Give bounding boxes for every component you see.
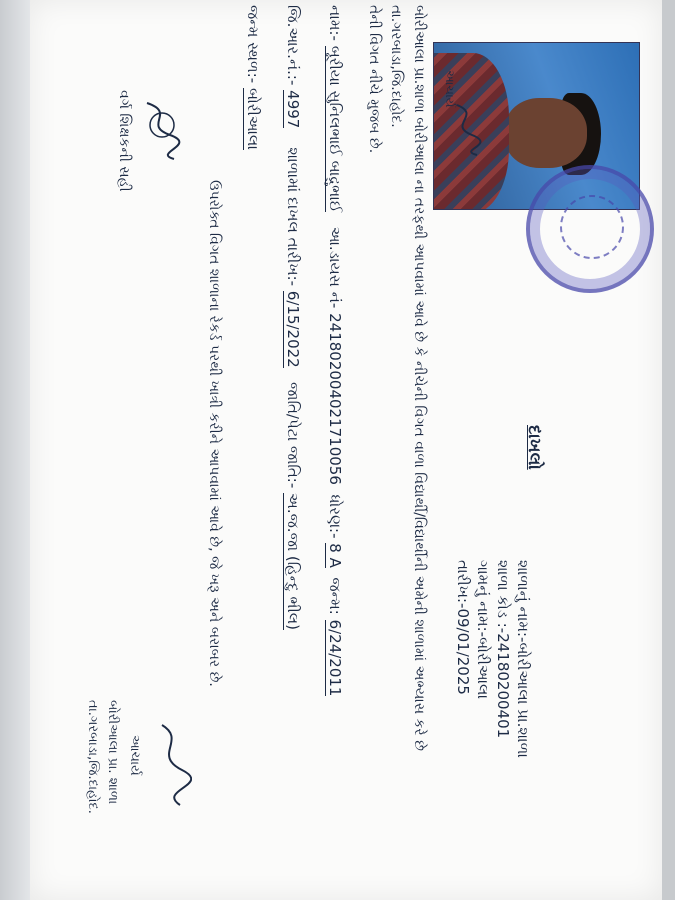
admission-date: 6/15/2022 — [284, 290, 302, 368]
closing-statement: ઉપરોક્ત વિગત શાળાના રેકર્ડ પરથી ખાત્રી કરીને આપવામાં આવે છે, જે ખરૂ અને બરાબર છે. — [206, 180, 222, 687]
student-line: નામ:- બૂરીયા સુનિલભાઈ બાદ્રુભાઈ આ.ડાયસ નં- 24180200402171005​6 ધોરણ:- 8 A જન્મ: 6/24/2011 — [326, 5, 344, 697]
birthplace-line: જન્મ સ્થળ:- બોરીઆલા — [244, 5, 262, 150]
photo-signature-label: આચાર્ય — [443, 70, 457, 108]
school-code: શાળા કોડ :-24180200401 — [494, 560, 512, 739]
class-teacher-signature-label: વર્ગ શિક્ષકની સહી — [116, 90, 132, 192]
gr-number: 4997 — [284, 90, 302, 129]
register-line: જિ.આર.નં.:- 4997 શાળામાં દાખલ તારીખ:- 6/15/2022 જાતિ/પેટા જાતિ:- અ.જ.જા (હિન્દુ ભીલ) — [284, 5, 302, 630]
village-name: ગામનું નામ:-બોરીઆલા — [474, 560, 492, 700]
school-seal — [526, 165, 654, 293]
student-dob: 6/24/2011 — [326, 619, 344, 697]
certificate-content — [30, 0, 662, 900]
teacher-signature — [137, 95, 182, 165]
scan-edge-right — [662, 0, 675, 900]
principal-school: બોરીઆલા પ્રા. શાળા — [105, 700, 120, 805]
issue-date: તારીખ:-09/01/2025 — [454, 560, 472, 695]
photo-signature — [447, 100, 487, 160]
birthplace: બોરીઆલા — [244, 87, 262, 150]
details-intro: તેની વિગત નીચે મુજબ છે. — [366, 5, 382, 154]
principal-role: આચાર્ય — [127, 735, 142, 776]
dise-number: 24180200402171005​6 — [326, 313, 344, 485]
address-line: તા.ગરબાડા,જિ.દાહોદ. — [388, 5, 404, 128]
school-name: શાળાનું નામ:-બોરીઆલા પ્રા.શાળા — [514, 560, 532, 758]
intro-line: બોરીઆલા પ્રા.શાળા બોરીઆલા ના તરફથી આપવામાં આવે છે કે નીચેની વિગત વાળા વિદ્યાર્થી/વિદ્યાર્થીની અમેની શાળામાં અભ્યાસ કરે છે — [411, 5, 427, 751]
student-class: 8 A — [326, 543, 344, 568]
certificate-title: દાખલો — [524, 425, 544, 470]
caste-value: અ.જ.જા (હિન્દુ ભીલ) — [284, 493, 302, 630]
student-name: બૂરીયા સુનિલભાઈ બાદ્રુભાઈ — [326, 45, 344, 213]
principal-address: તા.ગરબાડા,જિ.દાહોદ. — [85, 700, 100, 814]
principal-signature — [147, 720, 192, 810]
